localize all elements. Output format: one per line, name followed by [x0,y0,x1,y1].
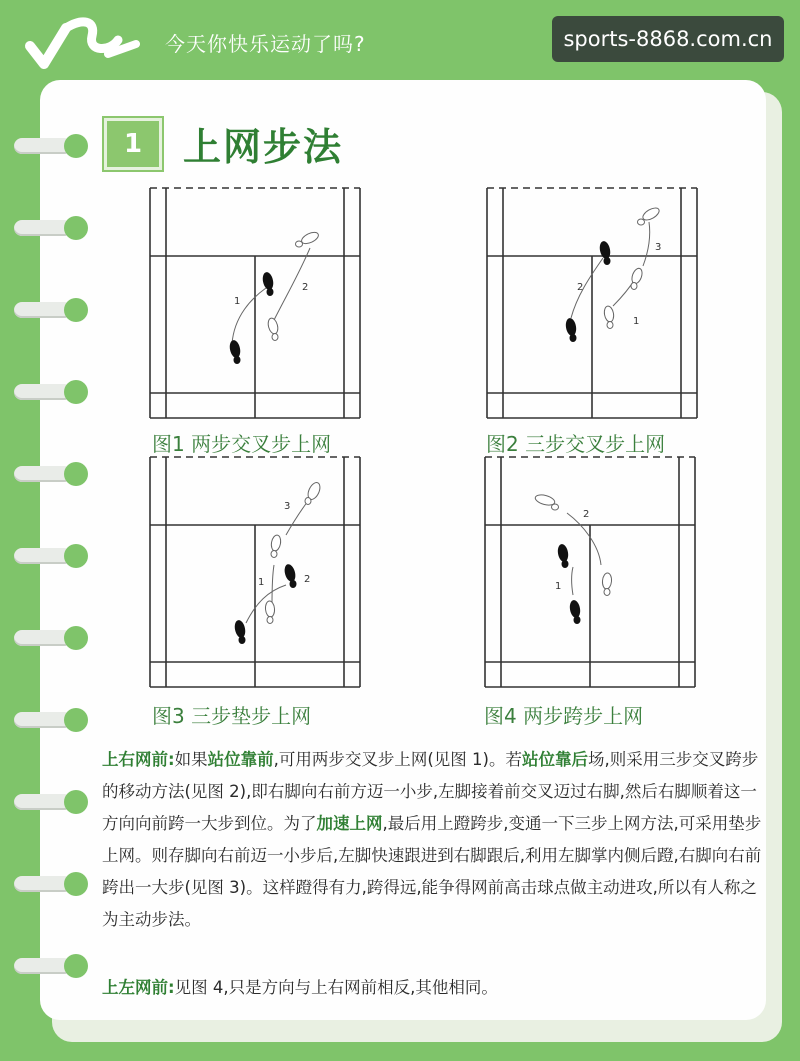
figure-2-label-2: 2 [577,282,584,293]
figure-2-label-3: 3 [655,242,662,253]
paragraph-text: ,最后用上蹬跨步,变通一下三步上网方法,可采用垫步上网。则存脚向右前迈一小步后,左脚快速跟进到右脚跟后,利用左脚掌内侧后蹬,右脚向右前跨出一大步(见图 3)。这样蹬得有力,跨得远,能争得网前高击球点做主动进攻,所以有人称之为主动步法。 [102,814,762,929]
figure-1-label-1: 1 [234,296,241,307]
paragraph-highlight: 站位靠后 [521,750,588,769]
binder-ring [14,300,78,322]
slogan-text: 今天你快乐运动了吗? [165,32,366,56]
binder-ring [14,464,78,486]
paragraph-text: 如果 [174,750,208,769]
figure-4-label-1: 1 [555,581,562,592]
figure-1-caption: 图1 两步交叉步上网 [152,432,332,456]
brand-logo-icon [22,14,142,74]
section-title: 上网步法 [183,125,344,169]
binder-ring [14,136,78,158]
paragraph-text: 场,则采用三步交叉跨步的移动方法(见图 2),即右脚向右前方迈一小步,左脚接着前交叉迈过右脚,然后右脚顺着这一方向向前跨一大步到位。为了 [102,750,759,833]
court-diagram-4 [483,455,698,690]
figure-2-caption: 图2 三步交叉步上网 [486,432,666,456]
paragraph-text: 见图 4,只是方向与上右网前相反,其他相同。 [174,978,498,997]
binder-ring [14,546,78,568]
figure-4-caption: 图4 两步跨步上网 [484,704,644,728]
figure-1-label-2: 2 [302,282,309,293]
binder-ring [14,792,78,814]
paragraph-left-net [102,972,762,1004]
top-bar [0,0,800,80]
figure-3-label-3: 3 [284,501,291,512]
binder-ring [14,382,78,404]
figure-3-label-1: 1 [258,577,265,588]
paragraph-label: 上右网前: [102,750,175,769]
paragraph-label: 上左网前: [102,978,175,997]
binder-ring [14,628,78,650]
court-diagram-3 [148,455,363,690]
watermark-badge: sports-8868.com.cn [552,16,784,62]
figure-3-caption: 图3 三步垫步上网 [152,704,312,728]
paragraph-right-net [102,744,762,936]
figure-4-label-2: 2 [583,509,590,520]
binder-ring [14,874,78,896]
paragraph-highlight: 站位靠前 [207,750,274,769]
paragraph-text: ,可用两步交叉步上网(见图 1)。若 [273,750,522,769]
paragraph-highlight: 加速上网 [316,814,383,833]
court-diagram-1 [148,186,363,421]
court-diagram-2 [485,186,700,421]
figure-3-label-2: 2 [304,574,311,585]
binder-ring [14,710,78,732]
binder-ring [14,956,78,978]
section-number: 1 [104,118,162,170]
figure-2-label-1: 1 [633,316,640,327]
binder-ring [14,218,78,240]
